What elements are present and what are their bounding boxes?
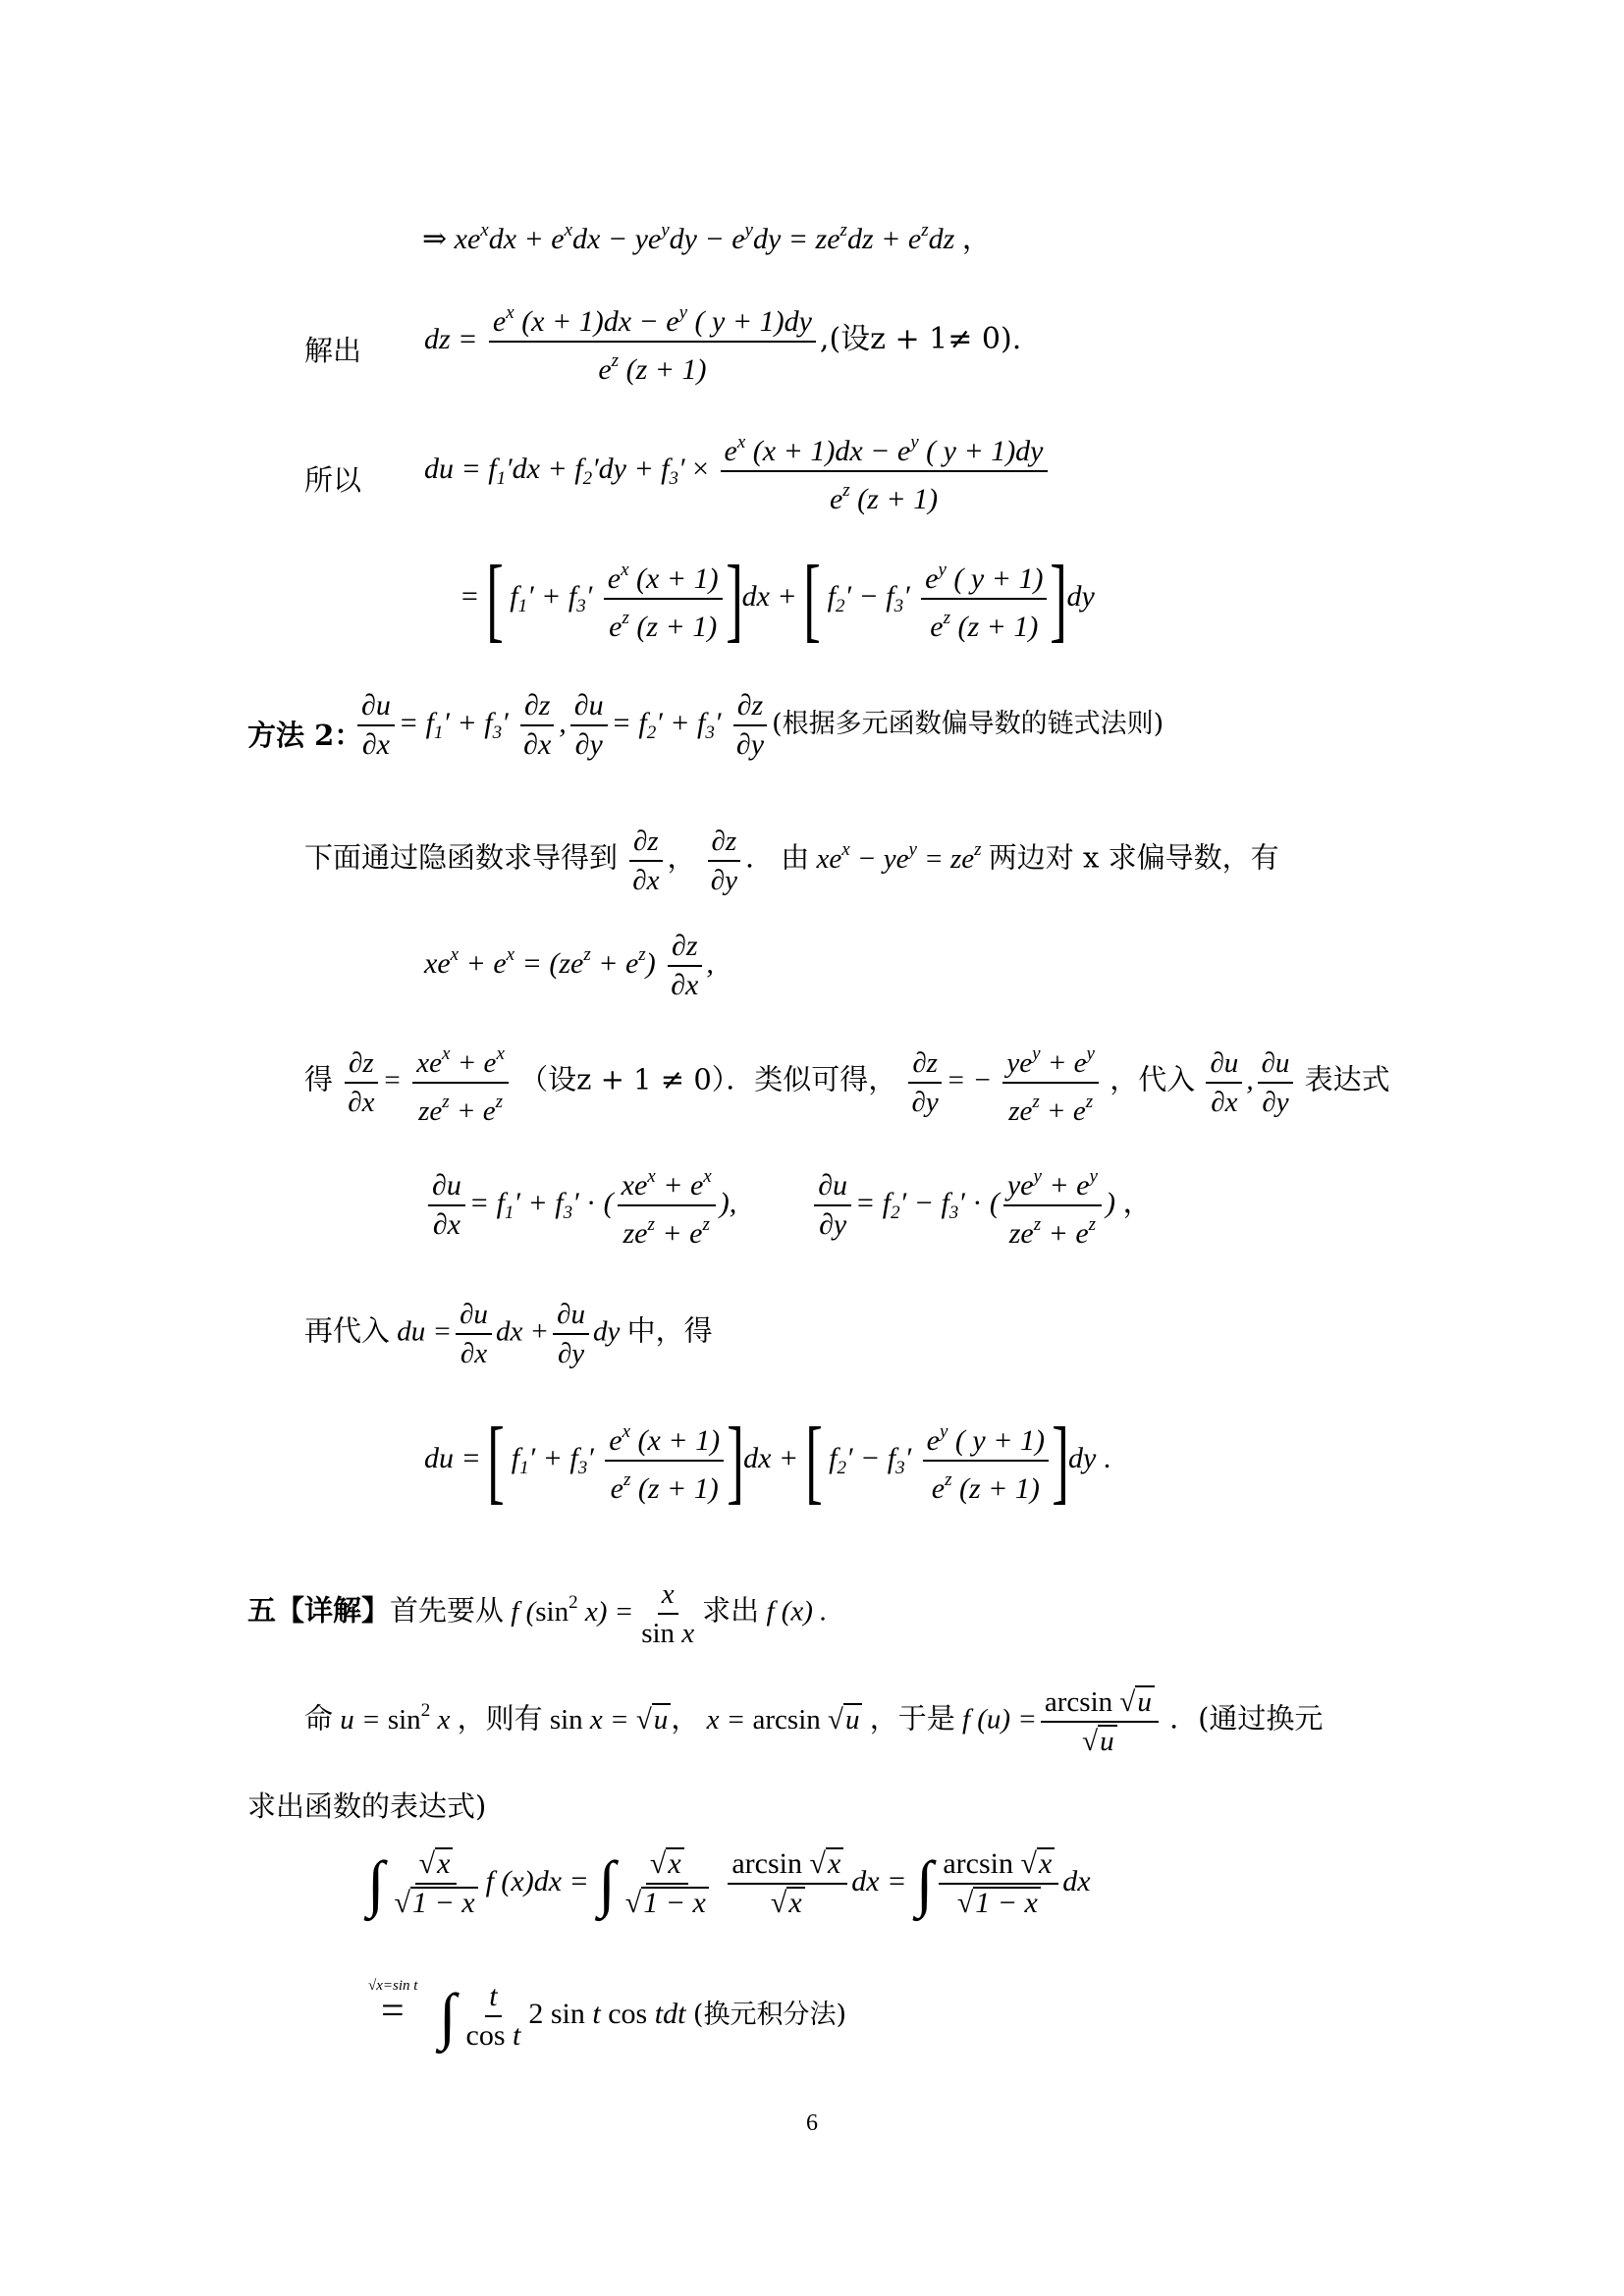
equation-du-2: = [ $f_1' + f_3'$ $\frac{e^x (x + 1)}{e^z (z + 1)}$ ]dx + [ $f_2' - f_3'$ $\frac{e^y ( y + 1)}{e^z (z + 1)}$ ]dy <box>460 546 1095 651</box>
implicit-end-text: 两边对 x 求偏导数，有 <box>988 840 1279 875</box>
jifen-note: (换元积分法) <box>692 1999 846 2030</box>
equation-chain-rule: $\frac{\partial u}{\partial x}$ = $f_1' + f_3'$ $\frac{\partial z}{\partial x}$ , $\frac{\partial u}{\partial y}$ = $f_2' + f_3'$ $\frac{\partial z}{\partial y}$ (根据多元函数偏导数的链式法则) <box>353 687 1164 764</box>
label-de: 得 <box>304 1062 334 1096</box>
equation-dz: dz = $\frac{e^x (x + 1)dx - e^y ( y + 1)dy}{e^z (z + 1)}$ ,(设z + 1≠ 0). <box>424 294 1021 389</box>
section5-heading: 五【详解】 <box>247 1593 391 1628</box>
label-zaidairu: 再代入 <box>304 1313 391 1348</box>
method2-heading: 方法 2： <box>247 719 363 752</box>
label-zhong-de: 中，得 <box>626 1313 713 1348</box>
equation-differential-expansion: ⇒ $xe^xdx + e^xdx - ye^ydy - e^ydy = ze^zdz + e^zdz$ ， <box>422 220 992 255</box>
equation-integral-1: ∫ $\frac{√x}{√1 - x}$ f (x)dx = ∫ $\frac{√x}{√1 - x}$ $\frac{\arcsin √x}{√x}$ dx = ∫ $\frac{\arcsin √x}{√1 - x}$ dx <box>367 1847 1091 1919</box>
sec5-text1: 首先要从 <box>390 1593 505 1628</box>
assume-z: ,(设z + 1≠ 0). <box>819 321 1022 356</box>
label-ming: 命 <box>304 1701 334 1735</box>
partial-z-line: 得 $\frac{\partial z}{\partial x}$ = $\frac{xe^x + e^x}{ze^z + e^z}$ （设z + 1 ≠ 0）．类似可得， $\frac{\partial z}{\partial y}$ = − $\frac{ye^y + e^y}{ze^z + e^z}$ ，代入 $\frac{\partial u}{\partial x}$ , $\frac{\partial u}{\partial y}$ 表达式 <box>304 1036 1390 1130</box>
substitution-marker: √x=sin t <box>368 1978 418 1994</box>
biaodashi-text: 表达式 <box>1304 1062 1390 1096</box>
huanyuan-note1: ．(通过换元 <box>1169 1701 1324 1735</box>
huanyuan-note2: 求出函数的表达式) <box>247 1789 487 1823</box>
sec5-text2: 求出 <box>702 1593 760 1628</box>
chain-note: (根据多元函数偏导数的链式法则) <box>772 708 1164 739</box>
label-jiechu: 解出 <box>304 334 362 367</box>
section5-line: 五【详解】首先要从 f ($\sin^2$ x) = $\frac{x}{\text{sin x}}$ 求出 f (x) . <box>247 1575 827 1652</box>
equation-du-final: du = [ $f_1' + f_3'$ $\frac{e^x (x + 1)}{e^z (z + 1)}$ ]dx + [ $f_2' - f_3'$ $\frac{e^y ( y + 1)}{e^z (z + 1)}$ ]dy . <box>424 1408 1111 1513</box>
substitution-line: 命 $u = \sin^2 x$ ，则有 sin x = √u ， x = arcsin √u ，于是 f (u) = $\frac{\arcsin √u}{√u}$ ．(通过换元 <box>304 1683 1323 1760</box>
implicit-mid-text: 由 <box>781 840 810 875</box>
equation-du-1: du = $f_1'dx + f_2'dy + f_3'$ × $\frac{e^x (x + 1)dx - e^y ( y + 1)dy}{e^z (z + 1)}$ <box>424 424 1052 518</box>
equation-implicit-x: $xe^x + e^x = (ze^z + e^z)$ $\frac{\partial z}{\partial x}$ , <box>424 930 714 1001</box>
label-yushi: ，于是 <box>869 1701 955 1735</box>
dairu-text: ，代入 <box>1110 1062 1196 1096</box>
equation-integral-2: ∫ $\frac{t}{\text{cos t}}$ 2 sin t cos tdt (换元积分法) <box>439 1980 846 2052</box>
page-number: 6 <box>806 2110 818 2136</box>
assume-text: （设z + 1 ≠ 0）．类似可得， <box>519 1062 897 1096</box>
label-zeyou: ，则有 <box>457 1701 543 1735</box>
implicit-intro-text: 下面通过隐函数求导得到 <box>304 840 619 875</box>
label-suoyi: 所以 <box>304 463 362 497</box>
substitute-line: 再代入 du = $\frac{\partial u}{\partial x}$ dx + $\frac{\partial u}{\partial y}$ dy 中，得 <box>304 1296 713 1372</box>
implicit-intro-line: 下面通过隐函数求导得到 $\frac{\partial z}{\partial x}$ ， $\frac{\partial z}{\partial y}$ ． 由 $xe^x - ye^y = ze^z$ 两边对 x 求偏导数，有 <box>304 823 1279 899</box>
equals-sign: = <box>381 1989 405 2034</box>
equation-partials-u: $\frac{\partial u}{\partial x}$ = $f_1' + f_3'$ · ( $\frac{xe^x + e^x}{ze^z + e^z}$ ), $\frac{\partial u}{\partial y}$ = $f_2' - f_3'$ · ( $\frac{ye^y + e^y}{ze^z + e^z}$ ) ， <box>424 1158 1152 1253</box>
